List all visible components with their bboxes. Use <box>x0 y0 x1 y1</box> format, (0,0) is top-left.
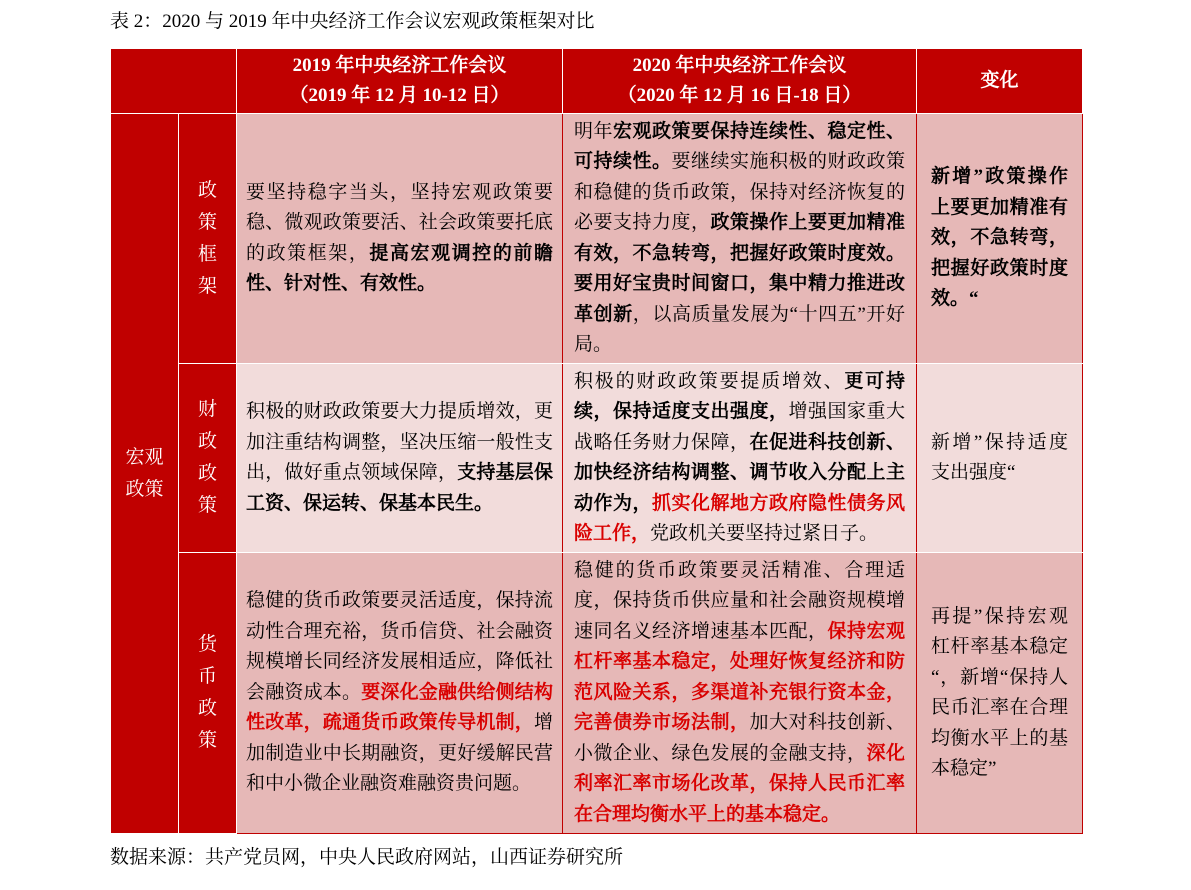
header-2020-meeting-cell <box>563 49 917 114</box>
row-monetary-policy <box>111 553 1083 834</box>
header-change-cell <box>917 49 1083 114</box>
bold-text-segment: 更可持续，保持适度支出强度， <box>574 370 905 422</box>
row-label-cell-monetary-policy <box>179 553 237 834</box>
row-fiscal-policy <box>111 364 1083 553</box>
row-policy-framework <box>111 114 1083 364</box>
text-segment: 要坚持稳字当头，坚持宏观政策要稳、微观政策要活、社会政策要托底的政策框架， <box>246 181 553 264</box>
text-segment: 要继续实施积极的财政政策和稳健的货币政策，保持对经济恢复的必要支持力度， <box>574 151 905 233</box>
cell-2019-monetary-policy <box>237 553 563 834</box>
header-2019-meeting-name: 2019 年中央经济工作会议 <box>292 54 507 76</box>
bold-text-segment: 宏观政策要保持连续性、稳定性、可持续性。 <box>574 120 905 172</box>
row-label-monetary-policy: 货币政策 <box>197 634 217 751</box>
table-title: 表 2：2020 与 2019 年中央经济工作会议宏观政策框架对比 <box>110 11 595 32</box>
cell-2019-fiscal-policy <box>237 364 563 553</box>
header-blank-cell <box>111 49 237 114</box>
red-emphasis-segment: 抓实化解地方政府隐性债务风险工作， <box>574 492 905 544</box>
cell-change-policy-framework <box>917 114 1083 364</box>
comparison-table <box>110 48 1083 834</box>
text-segment: 加大对科技创新、小微企业、绿色发展的金融支持， <box>574 712 905 764</box>
row-label-policy-framework: 政策框架 <box>197 179 217 297</box>
cell-2020-policy-framework <box>563 114 917 364</box>
category-label: 宏观政策 <box>125 446 164 500</box>
text-segment: 再提”保持宏观杠杆率基本稳定“，新增“保持人民币汇率在合理均衡水平上的基本稳定” <box>931 605 1068 779</box>
cell-2019-policy-framework <box>237 114 563 364</box>
text-segment: 稳健的货币政策要灵活精准、合理适度，保持货币供应量和社会融资规模增速同名义经济增速基本匹配， <box>574 559 905 642</box>
header-2020-meeting-date: （2020 年 12 月 16 日-18 日） <box>617 85 862 106</box>
text-segment: 增强国家重大战略任务财力保障， <box>574 401 905 453</box>
text-segment: 积极的财政政策要提质增效、 <box>574 370 845 392</box>
text-segment: 稳健的货币政策要灵活适度，保持流动性合理充裕，货币信贷、社会融资规模增长同经济发展相适应，降低社会融资成本。 <box>246 590 553 703</box>
source-note: 数据来源：共产党员网，中央人民政府网站，山西证券研究所 <box>110 847 624 868</box>
red-emphasis-segment: 要深化金融供给侧结构性改革，疏通货币政策传导机制， <box>246 681 553 734</box>
text-segment: 积极的财政政策要大力提质增效，更加注重结构调整，坚决压缩一般性支出，做好重点领域保障， <box>246 401 553 483</box>
text-segment: 新增”保持适度支出强度“ <box>931 431 1068 483</box>
header-2019-meeting-cell <box>237 49 563 114</box>
row-label-fiscal-policy: 财政政策 <box>197 399 217 516</box>
bold-text-segment: 提高宏观调控的前瞻性、针对性、有效性。 <box>246 242 553 294</box>
text-segment: ，以高质量发展为“十四五”开好局。 <box>574 303 905 355</box>
row-label-cell-policy-framework <box>179 114 237 364</box>
row-label-cell-fiscal-policy <box>179 364 237 553</box>
text-segment: 明年 <box>574 120 613 142</box>
bold-text-segment: 新增”政策操作上要更加精准有效，不急转弯，把握好政策时度效。“ <box>931 166 1068 310</box>
red-emphasis-segment: 深化利率汇率市场化改革，保持人民币汇率在合理均衡水平上的基本稳定。 <box>574 742 905 825</box>
bold-text-segment: 政策操作上要更加精准有效，不急转弯，把握好政策时度效。要用好宝贵时间窗口，集中精力推进改革创新 <box>574 212 905 325</box>
header-row <box>111 49 1083 114</box>
header-2019-meeting-date: （2019 年 12 月 10-12 日） <box>289 85 510 106</box>
cell-change-fiscal-policy <box>917 364 1083 553</box>
text-segment: 增加制造业中长期融资，更好缓解民营和中小微企业融资难融资贵问题。 <box>246 712 553 795</box>
bold-text-segment: 在促进科技创新、加快经济结构调整、调节收入分配上主动作为， <box>574 431 905 514</box>
bold-text-segment: 支持基层保工资、保运转、保基本民生。 <box>246 462 553 514</box>
category-cell-macro-policy <box>111 114 179 834</box>
header-change-label: 变化 <box>980 69 1019 91</box>
cell-2020-monetary-policy <box>563 553 917 834</box>
cell-change-monetary-policy <box>917 553 1083 834</box>
red-emphasis-segment: 保持宏观杠杆率基本稳定，处理好恢复经济和防范风险关系，多渠道补充银行资本金，完善债券市场法制， <box>574 620 905 734</box>
text-segment: 党政机关要坚持过紧日子。 <box>650 523 879 544</box>
header-2020-meeting-name: 2020 年中央经济工作会议 <box>632 54 847 76</box>
cell-2020-fiscal-policy <box>563 364 917 553</box>
